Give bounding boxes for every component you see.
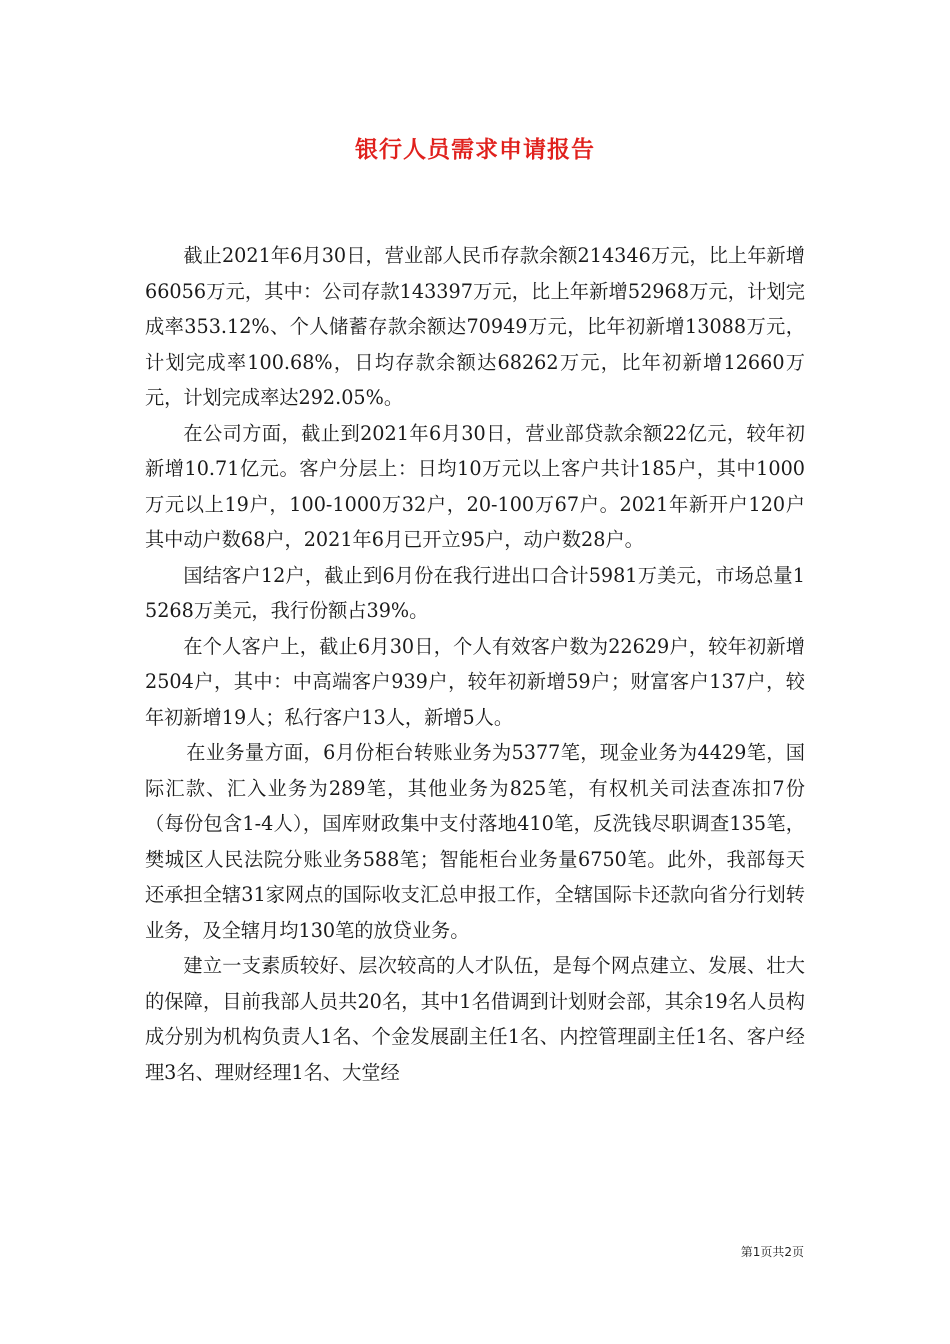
paragraph-international-settlement: 国结客户12户，截止到6月份在我行进出口合计5981万美元，市场总量15268万美元，我行份额占39%。 [145, 563, 805, 622]
paragraph-deposits: 截止2021年6月30日，营业部人民币存款余额214346万元，比上年新增66056万元，其中：公司存款143397万元，比上年新增52968万元，计划完成率353.12%、个人储蓄存款余额达70949万元，比年初新增13088万元，计划完成率100.68%，日均存款余额达68262万元，比年初新增12660万元，计划完成率达292.05%。 [145, 244, 805, 409]
paragraph-business-volume: 在业务量方面，6月份柜台转账业务为5377笔，现金业务为4429笔，国际汇款、汇入业务为289笔，其他业务为825笔，有权机关司法查冻扣7份（每份包含1-4人），国库财政集中支付落地410笔，反洗钱尽职调查135笔，樊城区人民法院分账业务588笔；智能柜台业务量6750笔。此外，我部每天还承担全辖31家网点的国际收支汇总申报工作，全辖国际卡还款向省分行划转业务，及全辖月均130笔的放贷业务。 [145, 741, 805, 942]
page-number: 第1页共2页 [740, 1245, 804, 1259]
paragraph-staffing: 建立一支素质较好、层次较高的人才队伍，是每个网点建立、发展、壮大的保障，目前我部人员共20名，其中1名借调到计划财会部，其余19名人员构成分别为机构负责人1名、个金发展副主任1名、内控管理副主任1名、客户经理3名、理财经理1名、大堂经 [145, 954, 805, 1084]
document-title: 银行人员需求申请报告 [355, 136, 595, 163]
document-body [145, 238, 805, 1090]
paragraph-personal-customers: 在个人客户上，截止6月30日，个人有效客户数为22629户，较年初新增2504户，其中：中高端客户939户，较年初新增59户；财富客户137户，较年初新增19人；私行客户13人，新增5人。 [145, 634, 805, 729]
paragraph-corporate: 在公司方面，截止到2021年6月30日，营业部贷款余额22亿元，较年初新增10.71亿元。客户分层上：日均10万元以上客户共计185户，其中1000万元以上19户，100-1000万32户，20-100万67户。2021年新开户120户其中动户数68户，2021年6月已开立95户，动户数28户。 [145, 421, 805, 551]
